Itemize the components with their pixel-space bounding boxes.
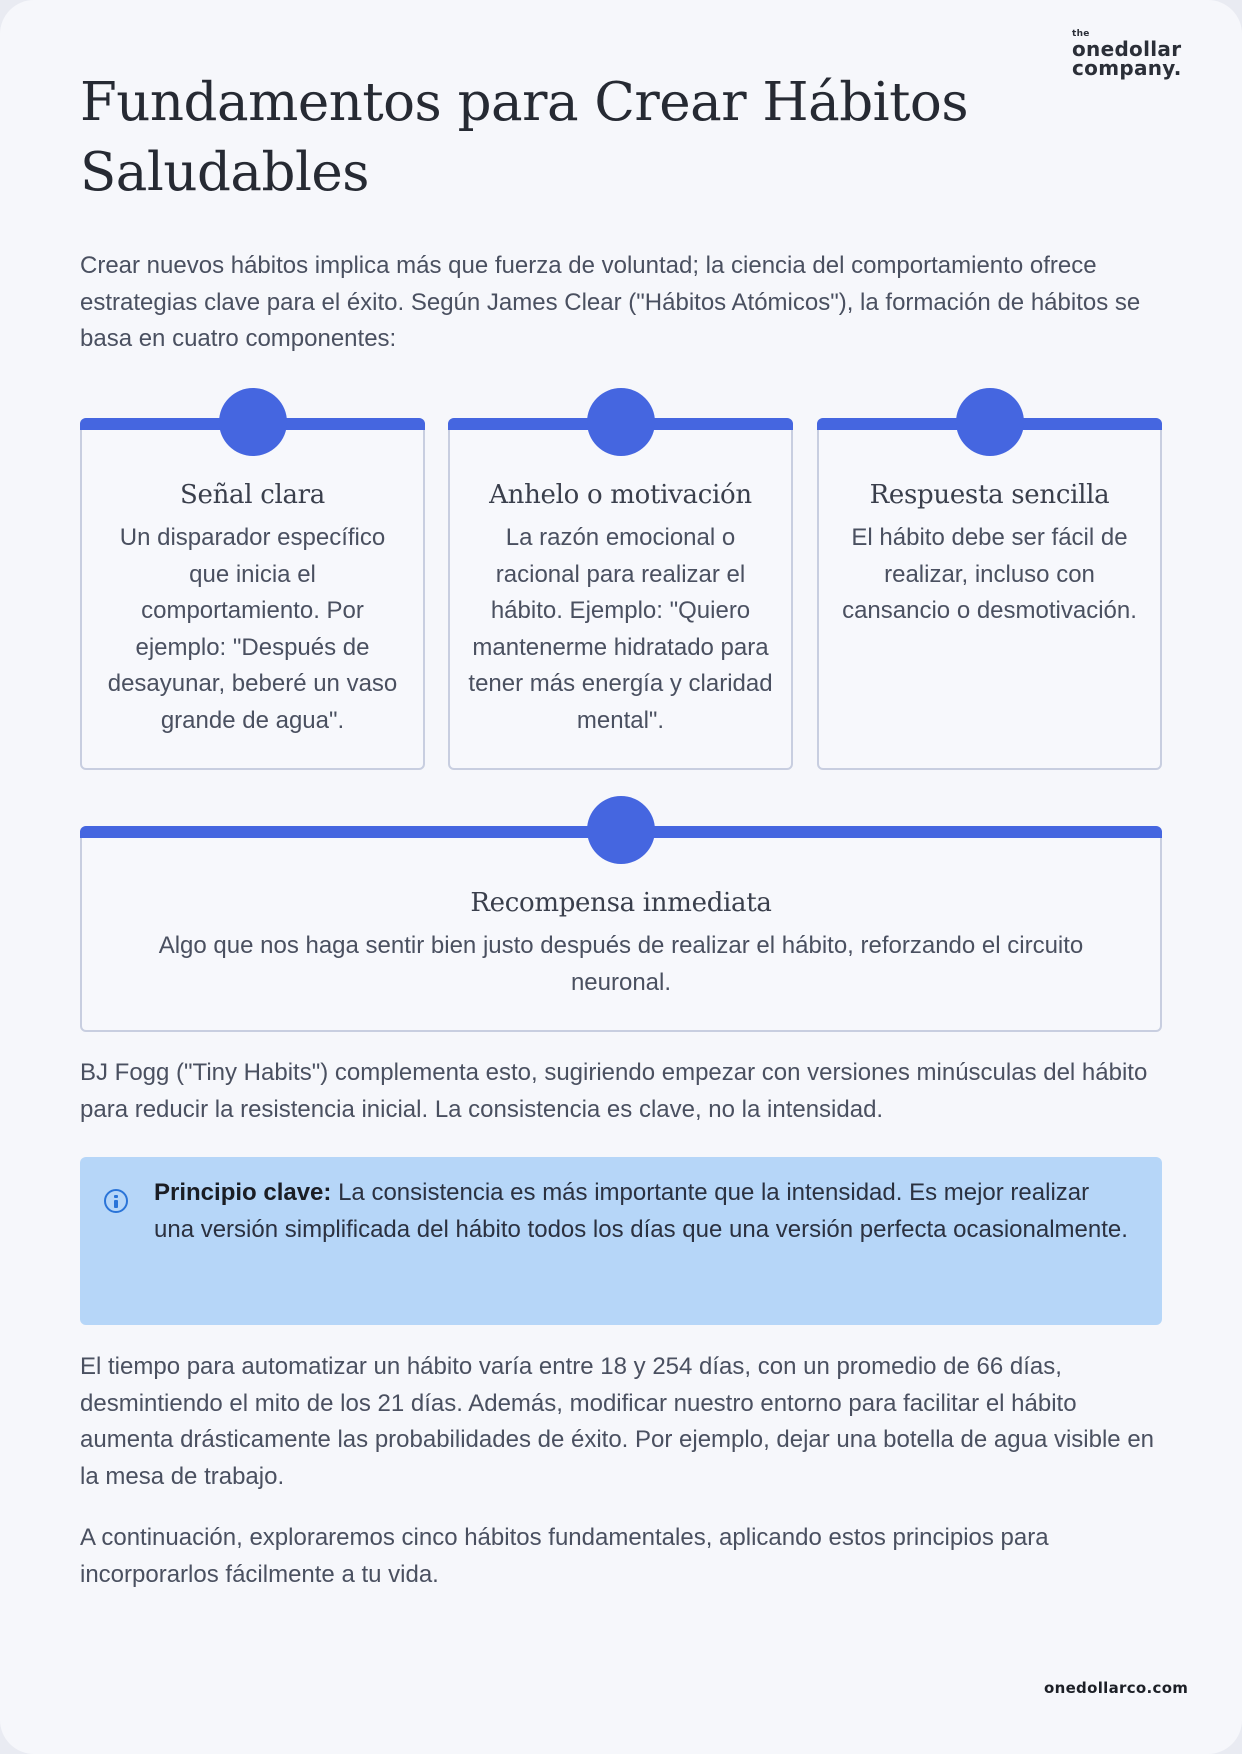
- next-section-paragraph: A continuación, exploraremos cinco hábitos fundamentales, aplicando estos principios para incorporarlos fácilmente a tu vida.: [80, 1524, 1049, 1588]
- habit-time-paragraph: El tiempo para automatizar un hábito varía entre 18 y 254 días, con un promedio de 66 días, desmintiendo el mito de los 21 días. Además, modificar nuestro entorno para facilitar el hábito aumenta drásticamente las probabilidades de éxito. Por ejemplo, dejar una botella de agua visible en la mesa de trabajo.: [80, 1353, 1155, 1490]
- component-card-response: [817, 418, 1162, 770]
- component-card-cue: [80, 418, 425, 770]
- card-title: Recompensa inmediata: [470, 888, 772, 918]
- card-title: Respuesta sencilla: [869, 480, 1110, 510]
- card-circle-marker: [587, 796, 655, 864]
- card-circle-marker: [956, 388, 1024, 456]
- logo-the: the: [1072, 29, 1090, 39]
- key-principle-callout: [80, 1157, 1162, 1325]
- card-body: El hábito debe ser fácil de realizar, incluso con cansancio o desmotivación.: [842, 524, 1137, 624]
- component-card-craving: [448, 418, 793, 770]
- info-icon: [104, 1189, 128, 1213]
- card-circle-marker: [587, 388, 655, 456]
- intro-paragraph: Crear nuevos hábitos implica más que fuerza de voluntad; la ciencia del comportamiento ofrece estrategias clave para el éxito. Según James Clear ("Hábitos Atómicos"), la formación de hábitos se basa en cuatro componentes:: [80, 252, 1141, 352]
- card-circle-marker: [219, 388, 287, 456]
- callout-body: La consistencia es más importante que la intensidad. Es mejor realizar una versión simplificada del hábito todos los días que una versión perfecta ocasionalmente.: [154, 1179, 1128, 1243]
- card-body: Algo que nos haga sentir bien justo después de realizar el hábito, reforzando el circuito neuronal.: [158, 932, 1084, 996]
- card-body: La razón emocional o racional para realizar el hábito. Ejemplo: "Quiero mantenerme hidratado para tener más energía y claridad mental".: [468, 524, 773, 734]
- company-logo: [1072, 30, 1182, 78]
- logo-line-2: company.: [1072, 56, 1182, 80]
- card-title: Señal clara: [179, 480, 326, 510]
- page-title: Fundamentos para Crear Hábitos Saludables: [80, 72, 969, 203]
- card-body: Un disparador específico que inicia el comportamiento. Por ejemplo: "Después de desayunar, beberé un vaso grande de agua".: [107, 524, 398, 734]
- footer-website: onedollarco.com: [1044, 1679, 1189, 1697]
- callout-label: Principio clave:: [154, 1179, 332, 1206]
- fogg-paragraph: BJ Fogg ("Tiny Habits") complementa esto, sugiriendo empezar con versiones minúsculas del hábito para reducir la resistencia inicial. La consistencia es clave, no la intensidad.: [80, 1059, 1148, 1123]
- callout-text: [154, 1175, 1134, 1248]
- logo-line-1: onedollar: [1072, 37, 1182, 61]
- component-card-reward: [80, 826, 1162, 1032]
- card-title: Anhelo o motivación: [489, 480, 752, 510]
